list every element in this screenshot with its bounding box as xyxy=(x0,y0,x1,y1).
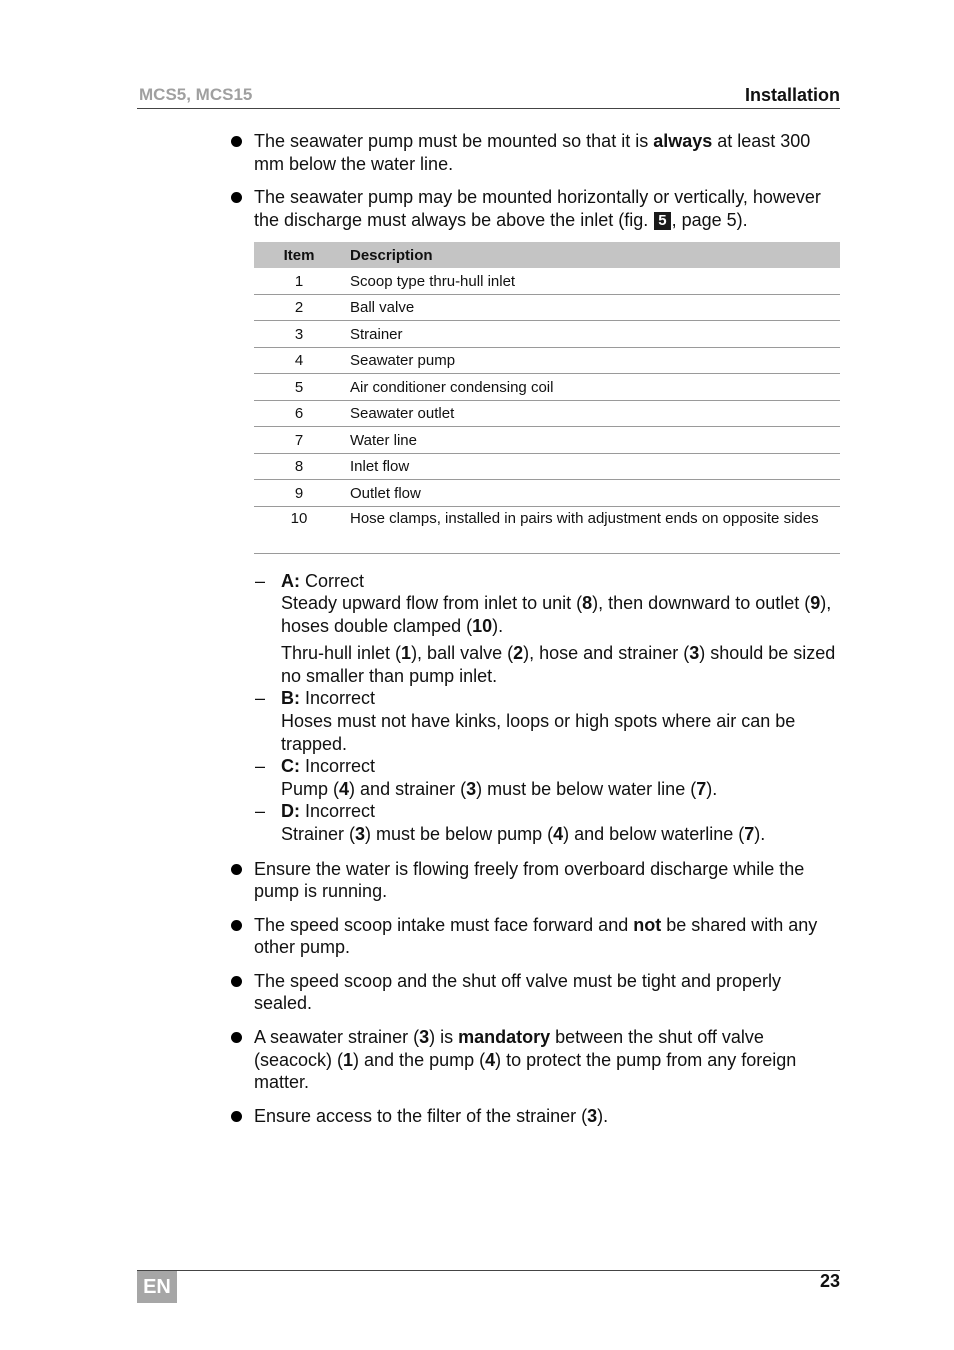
figure-reference-badge: 5 xyxy=(654,212,670,230)
table-row xyxy=(254,268,840,294)
header-model: MCS5, MCS15 xyxy=(139,85,253,104)
text-run: ), hose and strainer ( xyxy=(523,643,690,664)
dash-paragraph xyxy=(281,642,843,687)
text-run: ). xyxy=(706,778,718,799)
bold-text: 4 xyxy=(339,778,350,799)
text-run: The speed scoop intake must face forward and xyxy=(254,914,634,935)
bullet-dot-icon xyxy=(231,192,242,203)
dash-item xyxy=(254,687,843,755)
text-run: be shared with any other pump. xyxy=(254,914,818,958)
page-number: 23 xyxy=(819,1271,840,1291)
bold-text: 4 xyxy=(485,1049,496,1070)
text-run: A seawater strainer ( xyxy=(254,1027,420,1048)
item-number: 5 xyxy=(254,374,344,401)
table-row xyxy=(254,453,840,480)
item-number: 9 xyxy=(254,480,344,507)
text-run: ), then downward to outlet ( xyxy=(592,593,811,614)
text-run: Steady upward flow from inlet to unit ( xyxy=(281,593,583,614)
table-row xyxy=(254,480,840,507)
item-description: Scoop type thru-hull inlet xyxy=(344,268,840,294)
text-run: ). xyxy=(754,823,766,844)
item-description: Air conditioner condensing coil xyxy=(344,374,840,401)
column-header-item: Item xyxy=(254,242,344,268)
dash-item xyxy=(254,800,843,845)
bold-text: 3 xyxy=(419,1027,430,1048)
text-run: The speed scoop and the shut off valve must be tight and properly sealed. xyxy=(254,970,782,1014)
item-number: 2 xyxy=(254,294,344,321)
bold-text: 1 xyxy=(401,643,412,664)
text-run: between the shut off valve (seacock) ( xyxy=(254,1027,764,1070)
item-table xyxy=(254,242,840,554)
dash-marker: – xyxy=(255,756,266,777)
text-run: The seawater pump must be mounted so that it is xyxy=(254,131,654,151)
bullet-item xyxy=(225,914,843,959)
bold-text: 3 xyxy=(355,823,366,844)
item-number: 10 xyxy=(254,506,344,553)
bold-text: 4 xyxy=(553,823,564,844)
dash-paragraph xyxy=(281,800,843,845)
bullet-item xyxy=(225,1105,843,1128)
text-run: Ensure the water is flowing freely from overboard discharge while the pump is running. xyxy=(254,858,805,902)
dash-list xyxy=(254,570,843,846)
dash-paragraph xyxy=(281,755,843,800)
text-run: , page 5). xyxy=(671,209,748,230)
bold-text: not xyxy=(633,914,662,935)
language-badge: EN xyxy=(137,1271,177,1303)
bold-text: 10 xyxy=(472,616,493,637)
dash-marker: – xyxy=(255,688,266,709)
bold-text: always xyxy=(653,131,713,151)
dash-item xyxy=(254,570,843,687)
bullet-dot-icon xyxy=(231,1111,242,1122)
item-number: 7 xyxy=(254,427,344,454)
item-description: Ball valve xyxy=(344,294,840,321)
item-description: Seawater outlet xyxy=(344,400,840,427)
table-row xyxy=(254,427,840,454)
text-run: The seawater pump may be mounted horizontally or vertically, however the discharge must always be above the inlet (fig. xyxy=(254,187,821,230)
bold-text: D: xyxy=(281,801,300,822)
item-description: Strainer xyxy=(344,321,840,348)
item-number: 4 xyxy=(254,347,344,374)
bold-text: 3 xyxy=(466,778,477,799)
item-description: Inlet flow xyxy=(344,453,840,480)
bullet-dot-icon xyxy=(231,136,242,147)
text-run: ) and the pump ( xyxy=(353,1049,486,1070)
bullet-item xyxy=(225,970,843,1015)
item-description: Outlet flow xyxy=(344,480,840,507)
table-header-row xyxy=(254,242,840,268)
dash-paragraph xyxy=(281,570,843,638)
text-run: ), ball valve ( xyxy=(411,643,514,664)
page-header xyxy=(137,83,840,109)
item-description: Seawater pump xyxy=(344,347,840,374)
bullet-item xyxy=(225,130,843,175)
header-section: Installation xyxy=(744,85,840,105)
bold-text: 7 xyxy=(744,823,755,844)
column-header-description: Description xyxy=(344,242,840,268)
text-run: Pump ( xyxy=(281,778,340,799)
bold-text: 3 xyxy=(689,643,700,664)
bullet-item xyxy=(225,858,843,903)
bullet-list-bottom xyxy=(225,858,843,1128)
dash-paragraph xyxy=(281,687,843,755)
text-run: ) is xyxy=(429,1027,459,1048)
item-number: 1 xyxy=(254,268,344,294)
text-run: ) and below waterline ( xyxy=(563,823,745,844)
text-run: Incorrect xyxy=(300,756,376,777)
dash-item xyxy=(254,755,843,800)
bullet-dot-icon xyxy=(231,1032,242,1043)
bold-text: B: xyxy=(281,688,300,709)
bullet-dot-icon xyxy=(231,920,242,931)
text-run: ) to protect the pump from any foreign matter. xyxy=(254,1049,797,1093)
bold-text: mandatory xyxy=(458,1027,551,1048)
item-number: 8 xyxy=(254,453,344,480)
bold-text: A: xyxy=(281,570,300,591)
text-run: Correct xyxy=(300,570,365,591)
table-row xyxy=(254,321,840,348)
text-run: Incorrect xyxy=(300,688,376,709)
text-run: Strainer ( xyxy=(281,823,356,844)
table-row xyxy=(254,294,840,321)
text-run: at least 300 mm below the water line. xyxy=(254,131,811,174)
text-run: Thru-hull inlet ( xyxy=(281,643,402,664)
dash-marker: – xyxy=(255,801,266,822)
bullet-dot-icon xyxy=(231,976,242,987)
bold-text: 8 xyxy=(582,593,593,614)
bullet-dot-icon xyxy=(231,864,242,875)
bullet-list-top xyxy=(225,130,843,231)
bold-text: 7 xyxy=(696,778,707,799)
text-run: ) should be sized no smaller than pump inlet. xyxy=(281,643,836,686)
table-row xyxy=(254,347,840,374)
text-run: Ensure access to the filter of the strainer ( xyxy=(254,1105,588,1126)
text-run: Hoses must not have kinks, loops or high spots where air can be trapped. xyxy=(281,710,796,754)
text-run: ) must be below water line ( xyxy=(476,778,697,799)
bold-text: 3 xyxy=(587,1105,598,1126)
text-run: Incorrect xyxy=(300,801,376,822)
bullet-item xyxy=(225,186,843,231)
bold-text: 1 xyxy=(343,1049,354,1070)
item-description: Water line xyxy=(344,427,840,454)
item-number: 3 xyxy=(254,321,344,348)
table-row xyxy=(254,374,840,401)
bold-text: 2 xyxy=(513,643,524,664)
table-row xyxy=(254,400,840,427)
bold-text: C: xyxy=(281,756,300,777)
text-run: ). xyxy=(492,616,504,637)
item-number: 6 xyxy=(254,400,344,427)
table-row xyxy=(254,506,840,553)
main-content xyxy=(225,130,843,1138)
table-body xyxy=(254,268,840,553)
text-run: ), hoses double clamped ( xyxy=(281,593,832,637)
text-run: ) must be below pump ( xyxy=(365,823,554,844)
item-description: Hose clamps, installed in pairs with adjustment ends on opposite sides xyxy=(344,506,840,553)
bullet-item xyxy=(225,1026,843,1094)
bold-text: 9 xyxy=(810,593,821,614)
dash-marker: – xyxy=(255,570,266,591)
footer-rule xyxy=(137,1270,840,1271)
text-run: ). xyxy=(597,1105,609,1126)
text-run: ) and strainer ( xyxy=(349,778,467,799)
